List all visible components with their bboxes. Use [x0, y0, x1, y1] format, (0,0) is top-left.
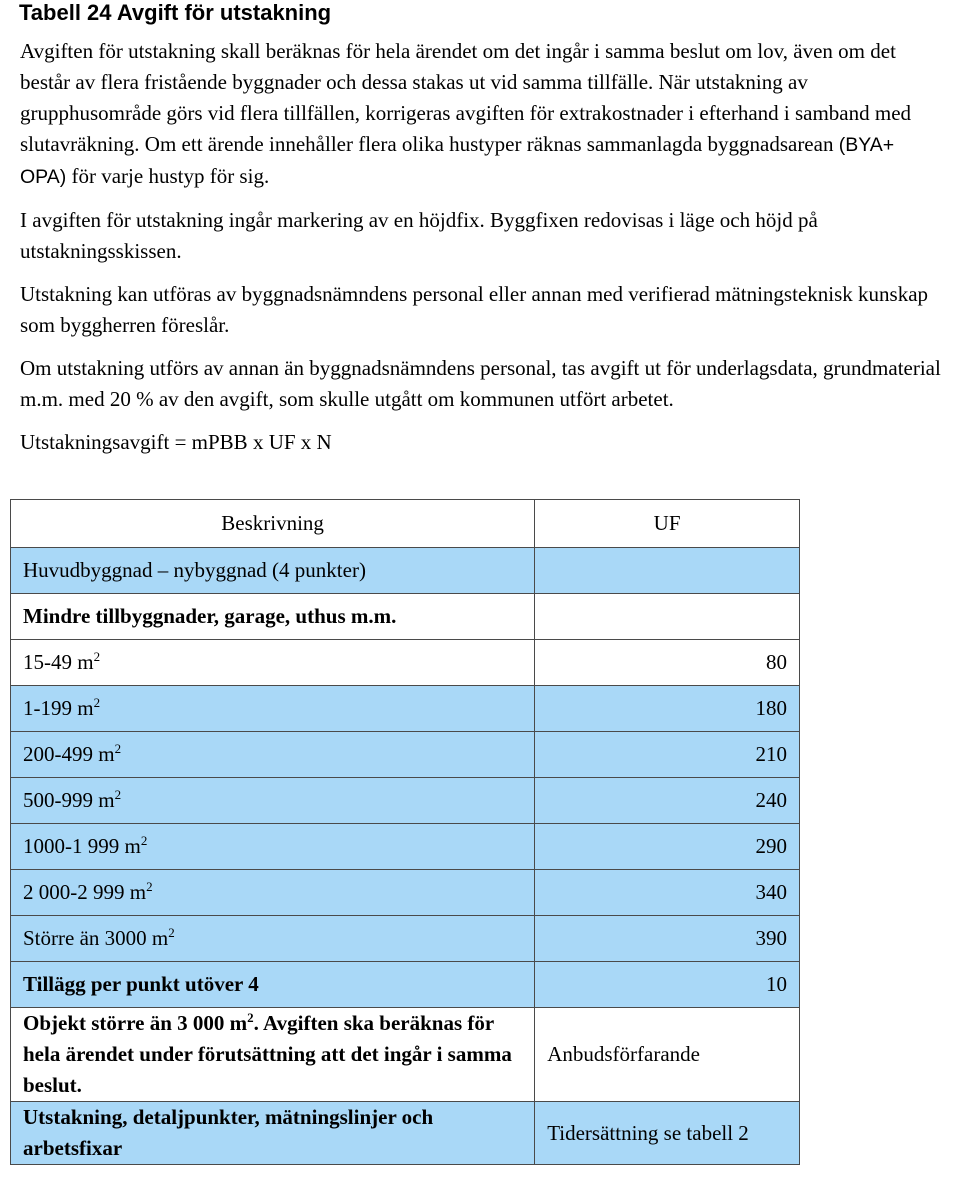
row-uf-value: Tidersättning se tabell 2 — [535, 1102, 800, 1165]
row-description-sup: 2 — [140, 833, 148, 848]
row-description-text: 15-49 m — [23, 650, 94, 674]
row-description — [11, 732, 535, 778]
document-page — [20, 0, 945, 458]
row-description-text: Större än 3000 m — [23, 926, 169, 950]
fee-formula: Utstakningsavgift = mPBB x UF x N — [20, 430, 332, 454]
header-uf: UF — [535, 500, 800, 548]
table-row — [11, 548, 800, 594]
row-description — [11, 640, 535, 686]
table-row — [11, 686, 800, 732]
table-row — [11, 962, 800, 1008]
row-uf-value: 80 — [535, 640, 800, 686]
row-uf-value: 210 — [535, 732, 800, 778]
table-heading: Tabell 24 Avgift för utstakning — [19, 0, 332, 25]
row-description: Utstakning, detaljpunkter, mätningslinjer och arbetsfixar — [11, 1102, 535, 1165]
row-description — [11, 594, 535, 640]
row-description-sup: 2 — [114, 787, 122, 802]
row-uf-value: 240 — [535, 778, 800, 824]
fee-table — [10, 499, 800, 1165]
row-description — [11, 548, 535, 594]
paragraph-heightfix: I avgiften för utstakning ingår markering av en höjdfix. Byggfixen redovisas i läge och höjd på utstakningsskissen. — [20, 208, 818, 263]
paragraph-personnel: Utstakning kan utföras av byggnadsnämndens personal eller annan med verifierad mätningsteknisk kunskap som byggherren föreslår. — [20, 282, 929, 337]
row-description-sup: 2 — [93, 649, 101, 664]
row-description — [11, 686, 535, 732]
row-description — [11, 824, 535, 870]
row-uf-value: 180 — [535, 686, 800, 732]
table-row — [11, 870, 800, 916]
table-row — [11, 640, 800, 686]
paragraph-scope-end: för varje hustyp för sig. — [66, 164, 270, 188]
row-uf-value: 390 — [535, 916, 800, 962]
table-row — [11, 916, 800, 962]
row-description-text: 1000-1 999 m — [23, 834, 141, 858]
header-description: Beskrivning — [11, 500, 535, 548]
table-row — [11, 732, 800, 778]
row-uf-value: Anbudsförfarande — [535, 1008, 800, 1102]
row-description-text: 200-499 m — [23, 742, 115, 766]
row-description-rest: . Avgiften ska beräknas för hela ärendet under förutsättning att det ingår i samma beslut. — [23, 1011, 512, 1097]
row-uf-value: 10 — [535, 962, 800, 1008]
row-description-sup: 2 — [146, 879, 153, 894]
table-row-detail-points — [11, 1102, 800, 1165]
row-description — [11, 916, 535, 962]
row-description — [11, 962, 535, 1008]
table-row — [11, 824, 800, 870]
paragraph-scope — [20, 36, 945, 193]
paragraph-external: Om utstakning utförs av annan än byggnadsnämndens personal, tas avgift ut för underlagsdata, grundmaterial m.m. med 20 % av den avgift, som skulle utgått om kommunen utfört arbetet. — [20, 356, 941, 411]
row-description-text: 1-199 m — [23, 696, 94, 720]
row-description-sup: 2 — [93, 695, 101, 710]
row-description-text: Huvudbyggnad – nybyggnad (4 punkter) — [23, 558, 366, 582]
row-description-sup: 2 — [247, 1010, 254, 1025]
row-description-text: Objekt större än 3 000 m — [23, 1011, 248, 1035]
row-description-text: 2 000-2 999 m — [23, 880, 147, 904]
table-header-row — [11, 500, 800, 548]
table-row — [11, 594, 800, 640]
paragraph-scope-abbr: (BYA+ OPA) — [20, 134, 895, 188]
table-row-large-object — [11, 1008, 800, 1102]
row-description — [11, 1008, 535, 1102]
row-description — [11, 778, 535, 824]
row-uf-value — [535, 548, 800, 594]
row-uf-value: 290 — [535, 824, 800, 870]
row-uf-value — [535, 594, 800, 640]
table-row — [11, 778, 800, 824]
row-description-text: 500-999 m — [23, 788, 115, 812]
row-description-sup: 2 — [168, 925, 175, 940]
row-description — [11, 870, 535, 916]
paragraph-scope-text: Avgiften för utstakning skall beräknas för hela ärendet om det ingår i samma beslut om lov, även om det består av flera fristående byggnader och dessa stakas ut vid samma tillfälle. När utstakning av grupphusområde görs vid flera tillfällen, korrigeras avgiften för extrakostnader i efterhand i samband med slutavräkning. Om ett ärende innehåller flera olika hustyper räknas sammanlagda byggnadsarean — [20, 39, 912, 156]
row-uf-value: 340 — [535, 870, 800, 916]
row-description-sup: 2 — [114, 741, 122, 756]
row-description-text: Mindre tillbyggnader, garage, uthus m.m. — [23, 604, 397, 628]
row-description-text: Tillägg per punkt utöver 4 — [23, 972, 259, 996]
